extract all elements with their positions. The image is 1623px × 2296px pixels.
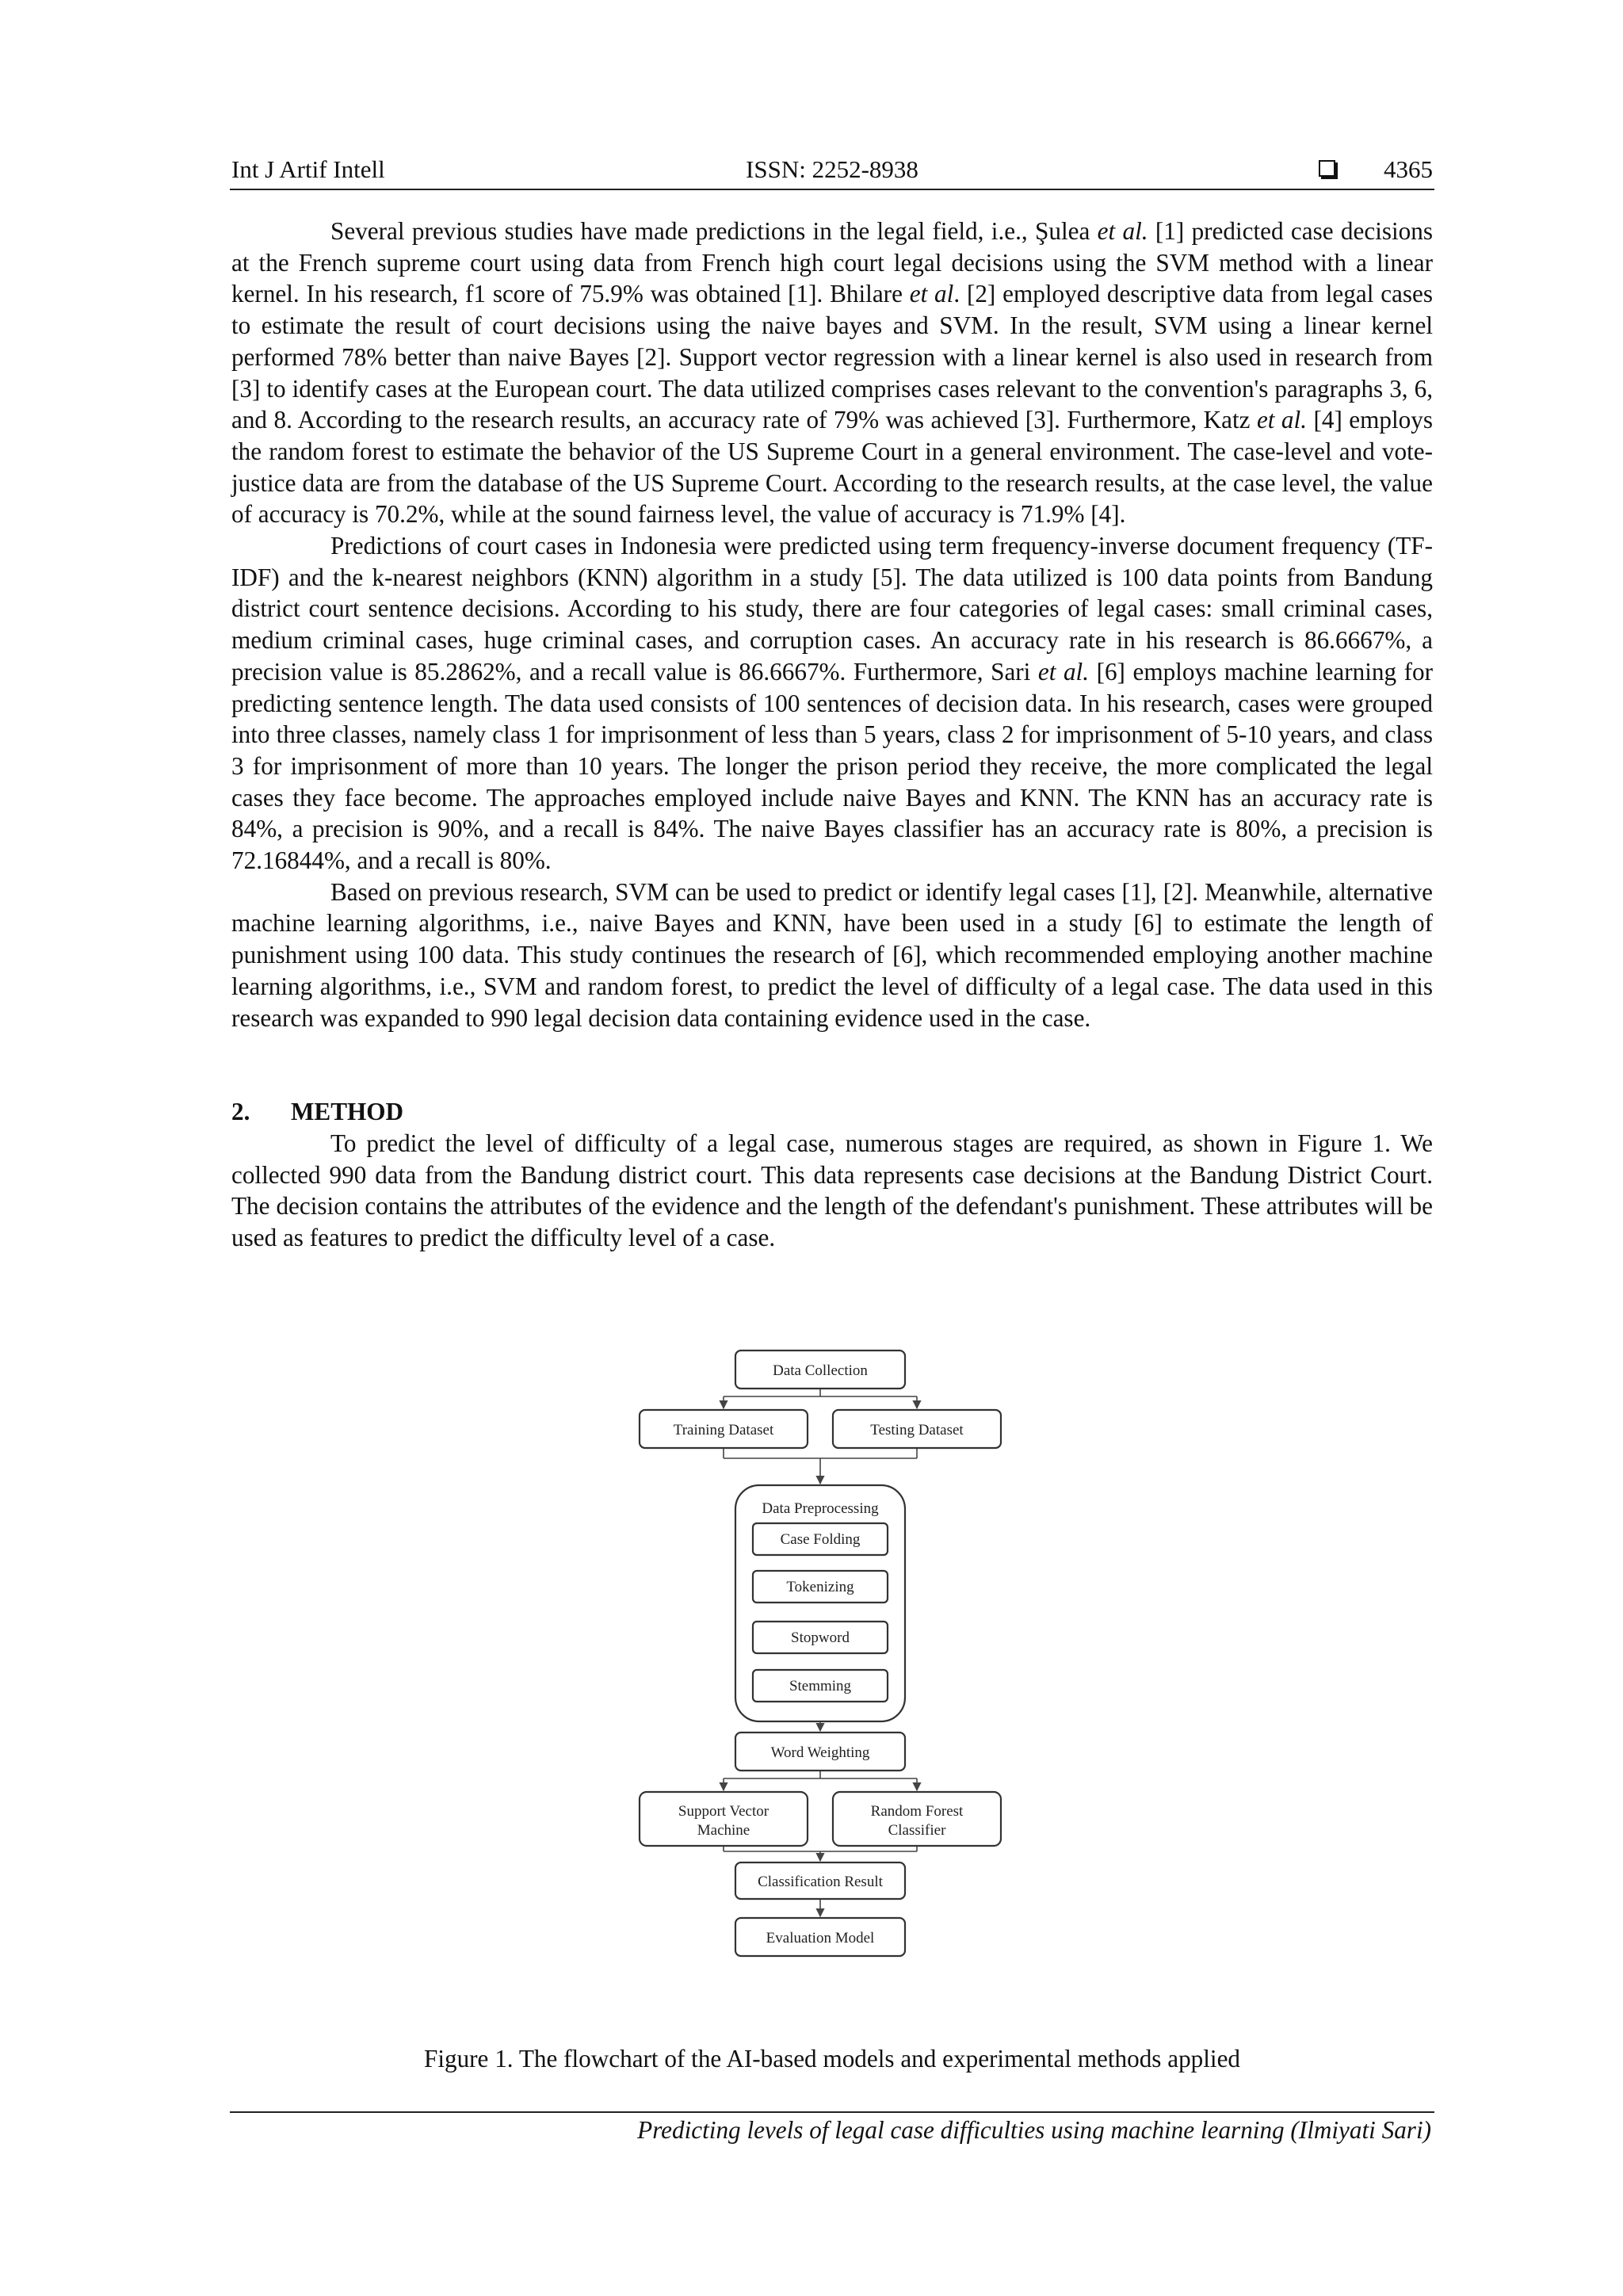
label-data-preprocessing: Data Preprocessing xyxy=(762,1500,879,1517)
running-footer: Predicting levels of legal case difficulties using machine learning (Ilmiyati Sari) xyxy=(637,2116,1431,2144)
italic-text: et al xyxy=(909,280,954,308)
box-evaluation-model xyxy=(735,1918,905,1956)
label-rf-line1: Random Forest xyxy=(870,1803,964,1820)
paragraph-3 xyxy=(231,877,1433,1034)
label-evaluation-model: Evaluation Model xyxy=(766,1930,875,1946)
paragraph-1 xyxy=(231,216,1433,530)
body-text xyxy=(231,216,1433,1254)
italic-text: et al. xyxy=(1097,217,1148,245)
label-svm-line2: Machine xyxy=(697,1822,750,1839)
box-svm xyxy=(640,1792,808,1846)
issn: ISSN: 2252-8938 xyxy=(746,155,918,183)
text-run: [4] employs the random forest to estimate the behavior of the US Supreme Court in a general environment. The case-level and vote-justice data are from the database of the US Supreme Court. According to the research results, at the case level, the value of accuracy is 70.2%, while at the sound fairness level, the value of accuracy is 71.9% [4]. xyxy=(231,406,1433,529)
label-training-dataset: Training Dataset xyxy=(673,1422,774,1438)
label-stemming: Stemming xyxy=(789,1678,852,1694)
paragraph-2 xyxy=(231,530,1433,877)
text-run: Predictions of court cases in Indonesia were predicted using term frequency-inverse document frequency (TF-IDF) and the k-nearest neighbors (KNN) algorithm in a study [5]. The data utilized is 100 data points from Bandung district court sentence decisions. According to his study, there are four categories of legal cases: small criminal cases, medium criminal cases, huge criminal cases, and corruption cases. An accuracy rate in his research is 86.6667%, a precision value is 85.2862%, and a recall value is 86.6667%. Furthermore, Sari xyxy=(231,532,1433,686)
figure-1 xyxy=(638,1349,1018,2015)
box-training-dataset xyxy=(640,1410,808,1448)
label-data-collection: Data Collection xyxy=(773,1362,868,1379)
box-classification-result xyxy=(735,1862,905,1899)
italic-text: et al. xyxy=(1037,657,1090,686)
section-title: METHOD xyxy=(291,1098,404,1126)
box-word-weighting xyxy=(735,1733,905,1771)
label-svm-line1: Support Vector xyxy=(678,1803,769,1820)
section-number: 2. xyxy=(231,1098,250,1126)
label-word-weighting: Word Weighting xyxy=(770,1744,870,1761)
box-testing-dataset xyxy=(833,1410,1001,1448)
paragraph-4 xyxy=(231,1128,1433,1254)
box-random-forest xyxy=(833,1792,1001,1846)
text-run: Based on previous research, SVM can be used to predict or identify legal cases [1], [2]. Meanwhile, alternative machine learning algorithms, i.e., naive Bayes and KNN, have been used in a study [6] to estimate the length of punishment using 100 data. This study continues the research of [6], which recommended employing another machine learning algorithms, i.e., SVM and random forest, to predict the level of difficulty of a legal case. The data used in this research was expanded to 990 legal decision data containing evidence used in the case. xyxy=(231,877,1433,1032)
flowchart-diagram xyxy=(638,1349,1018,2015)
text-run: [6] employs machine learning for predicting sentence length. The data used consists of 100 sentences of decision data. In his research, cases were grouped into three classes, namely class 1 for imprisonment of less than 5 years, class 2 for imprisonment of 5-10 years, and class 3 for imprisonment of more than 10 years. The longer the prison period they receive, the more complicated the legal cases they face become. The approaches employed include naive Bayes and KNN. The KNN has an accuracy rate is 84%, a precision is 90%, and a recall is 84%. The naive Bayes classifier has an accuracy rate is 80%, a precision is 72.16844%, and a recall is 80%. xyxy=(231,657,1433,875)
box-data-preprocessing xyxy=(735,1485,905,1721)
text-run: Several previous studies have made predictions in the legal field, i.e., Şulea xyxy=(330,217,1098,245)
italic-text: et al. xyxy=(1256,406,1307,434)
page-number: 4365 xyxy=(1384,155,1433,183)
running-header xyxy=(230,154,1434,190)
label-rf-line2: Classifier xyxy=(888,1822,946,1839)
square-bullet-icon xyxy=(1319,160,1335,177)
label-testing-dataset: Testing Dataset xyxy=(870,1422,964,1438)
text-run: . [2] employed descriptive data from legal cases to estimate the result of court decisions using the naive bayes and SVM. In the result, SVM using a linear kernel performed 78% better than naive Bayes [2]. Support vector regression with a linear kernel is also used in research from [3] to identify cases at the European court. The data utilized comprises cases relevant to the convention's paragraphs 3, 6, and 8. According to the research results, an accuracy rate of 79% was achieved [3]. Furthermore, Katz xyxy=(231,280,1433,434)
journal-name: Int J Artif Intell xyxy=(231,155,385,183)
footer-divider xyxy=(230,2111,1434,2113)
section-heading xyxy=(231,1096,1433,1128)
text-run: To predict the level of difficulty of a legal case, numerous stages are required, as shown in Figure 1. We collected 990 data from the Bandung district court. This data represents case decisions at the Bandung District Court. The decision contains the attributes of the evidence and the length of the defendant's punishment. These attributes will be used as features to predict the difficulty level of a case. xyxy=(231,1129,1433,1252)
box-data-collection xyxy=(735,1350,905,1389)
label-tokenizing: Tokenizing xyxy=(786,1579,854,1595)
label-case-folding: Case Folding xyxy=(780,1531,861,1548)
label-classification-result: Classification Result xyxy=(758,1874,883,1890)
figure-caption: Figure 1. The flowchart of the AI-based models and experimental methods applied xyxy=(423,2045,1241,2073)
text-run: [1] predicted case decisions at the French supreme court using data from French high court legal decisions using the SVM method with a linear kernel. In his research, f1 score of 75.9% was obtained [1]. Bhilare xyxy=(231,217,1433,308)
label-stopword: Stopword xyxy=(791,1629,850,1646)
